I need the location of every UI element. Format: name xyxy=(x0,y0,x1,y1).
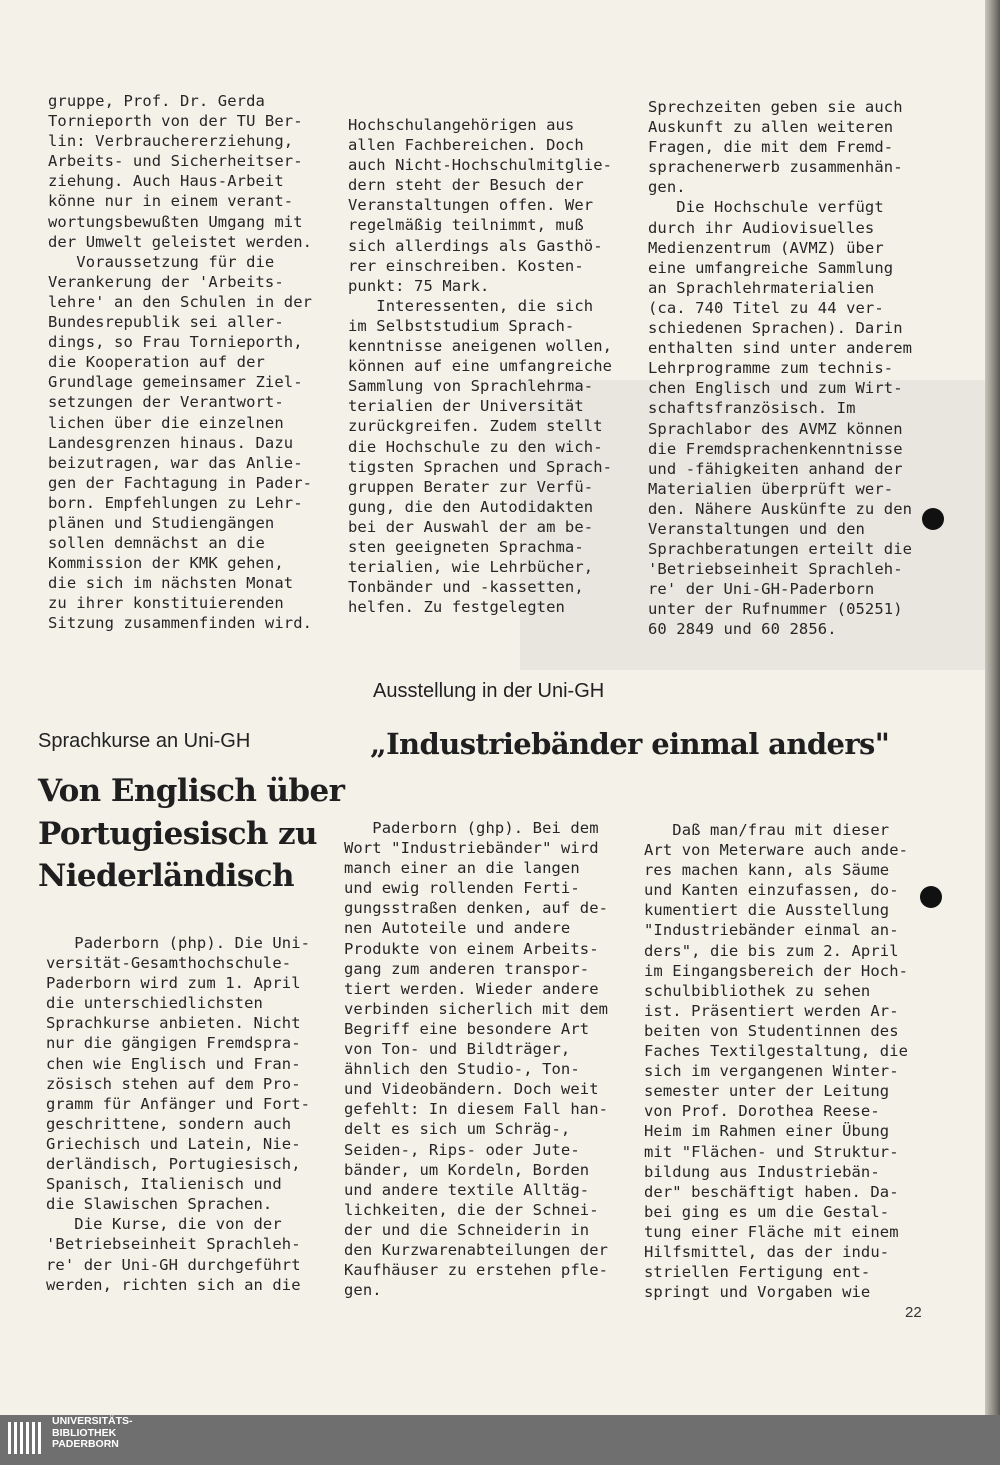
column-1-top-text: gruppe, Prof. Dr. Gerda Tornieporth von der TU Ber- lin: Verbrauchererziehung, Arbeits- und Sicherheitser- ziehung. Auch Haus-Arbeit könne nur in einem verant- wortungsbewußten Umgang mit der Umwelt geleistet werden. Voraussetzung für die Verankerung der 'Arbeits- lehre' an den Schulen in der Bundesrepublik sei aller- dings, so Frau Tornieporth, die Kooperation auf der Grundlage gemeinsamer Ziel- setzungen der Verantwort- lichen über die einzelnen Landesgrenzen hinaus. Dazu beizutragen, war das Anlie- gen der Fachtagung in Pader- born. Empfehlungen zu Lehr- plänen und Studiengängen sollen demnächst an die Kommission der KMK gehen, die sich im nächsten Monat zu ihrer konstituierenden Sitzung zusammenfinden wird. xyxy=(48,92,313,633)
page-number: 22 xyxy=(905,1304,922,1321)
sprachkurse-headline: Von Englisch über Portugiesisch zu Niederländisch xyxy=(38,773,345,894)
ausstellung-headline: „Industriebänder einmal anders" xyxy=(370,727,890,761)
sprachkurse-body: Paderborn (php). Die Uni- versität-Gesamthochschule- Paderborn wird zum 1. April die unterschiedlichsten Sprachkurse anbieten. Nicht nur die gängigen Fremdspra- chen wie Englisch und Fran- zösisch stehen auf dem Pro- gramm für Anfänger und Fort- geschrittene, sondern auch Griechisch und Latein, Nie- derländisch, Portugiesisch, Spanisch, Italienisch und die Slawischen Sprachen. Die Kurse, die von der 'Betriebseinheit Sprachleh- re' der Uni-GH durchgeführt werden, richten sich an die xyxy=(46,934,311,1294)
column-3-top-text: Sprechzeiten geben sie auch Auskunft zu allen weiteren Fragen, die mit dem Fremd- sprachenerwerb zusammenhän- gen. Die Hochschule verfügt durch ihr Audiovisuelles Medienzentrum (AVMZ) über eine umfangreiche Sammlung an Sprachlehrmaterialien (ca. 740 Titel zu 44 ver- schiedenen Sprachen). Darin enthalten sind unter anderem Lehrprogramme zum technis- chen Englisch und zum Wirt- schaftsfranzösisch. Im Sprachlabor des AVMZ können die Fremdsprachenkenntnisse und -fähigkeiten anhand der Materialien überprüft wer- den. Nähere Auskünfte zu den Veranstaltungen und den Sprachberatungen erteilt die 'Betriebseinheit Sprachleh- re' der Uni-GH-Paderborn unter der Rufnummer (05251) 60 2849 und 60 2856. xyxy=(648,98,913,639)
punch-hole-lower xyxy=(920,886,942,908)
punch-hole-upper xyxy=(922,508,944,530)
ausstellung-kicker: Ausstellung in der Uni-GH xyxy=(373,680,605,702)
ausstellung-body-col2: Paderborn (ghp). Bei dem Wort "Industriebänder" wird manch einer an die langen und ewig rollenden Ferti- gungsstraßen denken, auf de- nen Autoteile und andere Produkte von einem Arbeits- gang zum anderen transpor- tiert werden. Wieder andere verbinden sicherlich mit dem Begriff eine besondere Art von Ton- und Bildträger, ähnlich den Studio-, Ton- und Videobändern. Doch weit gefehlt: In diesem Fall han- delt es sich um Schräg-, Seiden-, Rips- oder Jute- bänder, um Kordeln, Borden und andere textile Alltäg- lichkeiten, die der Schnei- der und die Schneiderin in den Kurzwarenabteilungen der Kaufhäuser zu erstehen pfle- gen. xyxy=(344,819,609,1300)
ausstellung-body-col3: Daß man/frau mit dieser Art von Meterware auch ande- res machen kann, als Säume und Kanten einzufassen, do- kumentiert die Ausstellung "Industriebänder einmal an- ders", die bis zum 2. April im Eingangsbereich der Hoch- schulbibliothek zu sehen ist. Präsentiert werden Ar- beiten von Studentinnen des Faches Textilgestaltung, die sich im vergangenen Winter- semester unter der Leitung von Prof. Dorothea Reese- Heim im Rahmen einer Übung mit "Flächen- und Struktur- bildung aus Industriebän- der" beschäftigt haben. Da- bei ging es um die Gestal- tung einer Fläche mit einem Hilfsmittel, das der indu- striellen Fertigung ent- springt und Vorgaben wie xyxy=(644,821,909,1302)
column-2-top-text: Hochschulangehörigen aus allen Fachbereichen. Doch auch Nicht-Hochschulmitglie- dern steht der Besuch der Veranstaltungen offen. Wer regelmäßig teilnimmt, muß sich allerdings als Gasthö- rer einschreiben. Kosten- punkt: 75 Mark. Interessenten, die sich im Selbststudium Sprach- kenntnisse aneigenen wollen, können auf eine umfangreiche Sammlung von Sprachlehrma- terialien der Universität zurückgreifen. Zudem stellt die Hochschule zu den wich- tigsten Sprachen und Sprach- gruppen Berater zur Verfü- gung, die den Autodidakten bei der Auswahl der am be- sten geeigneten Sprachma- terialien, wie Lehrbücher, Tonbänder und -kassetten, helfen. Zu festgelegten xyxy=(348,116,613,617)
library-logo-text: UNIVERSITÄTS- BIBLIOTHEK PADERBORN xyxy=(52,1415,133,1450)
library-footer-bar xyxy=(0,1415,1000,1465)
page-edge xyxy=(985,0,1000,1415)
sprachkurse-kicker: Sprachkurse an Uni-GH xyxy=(38,730,251,752)
library-logo-icon xyxy=(6,1418,44,1458)
